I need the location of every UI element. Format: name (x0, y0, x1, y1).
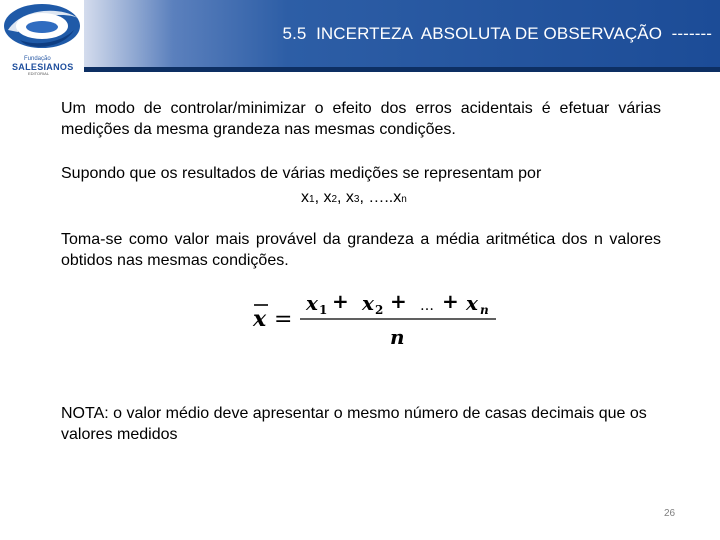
seq-index: 2 (331, 194, 338, 205)
num-plus-1: + (332, 289, 349, 313)
num-term-1: x (306, 291, 318, 315)
paragraph-mean: Toma-se como valor mais provável da grandeza a média aritmética dos n valores obtidos nas mesmas condições. (61, 231, 661, 269)
paragraph-intro: Um modo de controlar/minimizar o efeito dos erros acidentais é efetuar várias medições da mesma grandeza nas mesmas condições. (61, 100, 661, 138)
formula-lhs: x (253, 306, 267, 332)
num-plus-3: + (442, 289, 459, 313)
seq-term: x (345, 189, 354, 206)
header-underline (84, 67, 720, 72)
seq-ellipsis: , ….. (359, 189, 394, 206)
seq-index: 3 (353, 194, 360, 205)
paragraph-results: Supondo que os resultados de várias medições se representam por (61, 165, 542, 182)
num-ellipsis: … (420, 298, 434, 314)
logo-sub-text: EDITORIAL (28, 71, 50, 76)
measurement-sequence (301, 189, 407, 207)
formula-equals: = (274, 307, 293, 332)
slide-header (0, 0, 720, 76)
seq-index: 1 (309, 194, 315, 205)
seq-index: n (401, 194, 407, 205)
seq-term: x (323, 189, 332, 206)
slide-title: 5.5 INCERTEZA ABSOLUTA DE OBSERVAÇÃO ------- (282, 24, 712, 43)
num-plus-2: + (390, 289, 407, 313)
seq-separator: , (314, 189, 324, 206)
salesianos-logo (0, 0, 84, 76)
seq-separator: , (337, 189, 346, 206)
salesianos-logo-icon (0, 0, 84, 60)
num-index-2: 2 (375, 303, 384, 317)
formula-denominator: n (390, 325, 405, 349)
num-term-2: x (362, 291, 374, 315)
mean-formula (250, 284, 510, 350)
page-number: 26 (664, 508, 676, 519)
seq-term: x (393, 189, 402, 206)
seq-term: x (301, 189, 309, 206)
logo-top-text: Fundação (24, 56, 51, 62)
num-term-n: x (466, 291, 478, 315)
note-paragraph: NOTA: o valor médio deve apresentar o mesmo número de casas decimais que os valores medidos (61, 405, 647, 443)
num-index-1: 1 (319, 303, 328, 317)
logo-name: SALESIANOS (12, 62, 74, 72)
num-index-n: n (480, 303, 489, 317)
